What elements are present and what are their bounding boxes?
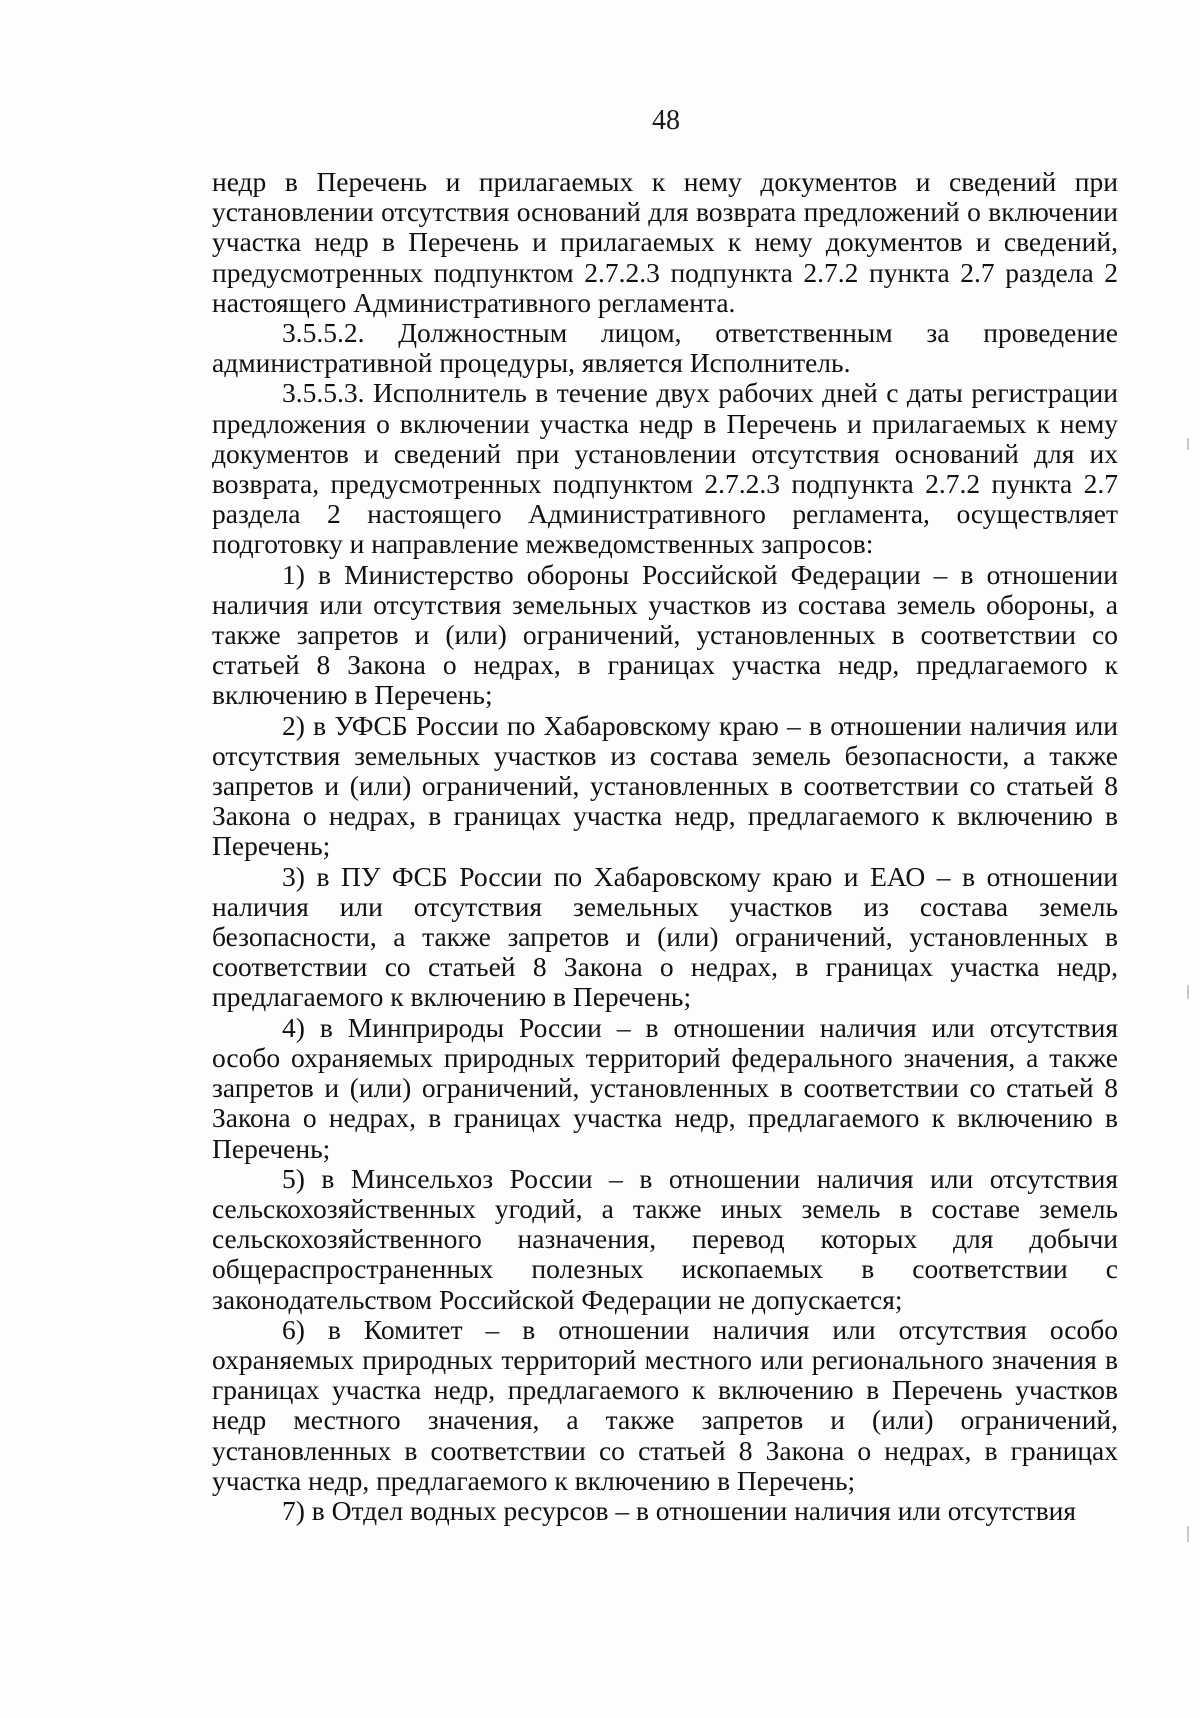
list-item-7: 7) в Отдел водных ресурсов – в отношении наличия или отсутствия bbox=[282, 1494, 1077, 1526]
list-item-4: 4) в Минприроды России – в отношении наличия или отсутствия особо охраняемых природных территорий федерального значения, а также запретов и (или) ограничений, установленных в соответствии со статьей 8 Закона о недрах, в границах участка недр, предлагаемого к включению в Перечень; bbox=[212, 1011, 1118, 1164]
scan-margin-mark bbox=[1187, 985, 1189, 999]
paragraph-continuation: недр в Перечень и прилагаемых к нему документов и сведений при установлении отсутствия оснований для возврата предложений о включении участка недр в Перечень и прилагаемых к нему документов и сведений, предусмотренных подпунктом 2.7.2.3 подпункта 2.7.2 пункта 2.7 раздела 2 настоящего Административного регламента. bbox=[212, 166, 1118, 318]
paragraph-3-5-5-3: 3.5.5.3. Исполнитель в течение двух рабочих дней с даты регистрации предложения о включении участка недр в Перечень и прилагаемых к нему документов и сведений при установлении отсутствия оснований для их возврата, предусмотренных подпунктом 2.7.2.3 подпункта 2.7.2 пункта 2.7 раздела 2 настоящего Административного регламента, осуществляет подготовку и направление межведомственных запросов: bbox=[212, 377, 1118, 560]
list-item-3: 3) в ПУ ФСБ России по Хабаровскому краю и ЕАО – в отношении наличия или отсутствия земельных участков из состава земель безопасности, а также запретов и (или) ограничений, установленных в соответствии со статьей 8 Закона о недрах, в границах участка недр, предлагаемого к включению в Перечень; bbox=[212, 860, 1118, 1013]
page-number: 48 bbox=[652, 105, 680, 136]
scan-margin-mark bbox=[1187, 438, 1189, 450]
list-item-5: 5) в Минсельхоз России – в отношении наличия или отсутствия сельскохозяйственных угодий, а также иных земель в составе земель сельскохозяйственного назначения, перевод которых для добычи общераспространенных полезных ископаемых в соответствии с законодательством Российской Федерации не допускается; bbox=[212, 1162, 1118, 1315]
document-body bbox=[212, 167, 1118, 1526]
list-item-1: 1) в Министерство обороны Российской Федерации – в отношении наличия или отсутствия земельных участков из состава земель обороны, а также запретов и (или) ограничений, установленных в соответствии со статьей 8 Закона о недрах, в границах участка недр, предлагаемого к включению в Перечень; bbox=[212, 558, 1118, 711]
scan-margin-mark bbox=[1187, 1526, 1189, 1542]
paragraph-3-5-5-2: 3.5.5.2. Должностным лицом, ответственным за проведение административной процедуры, является Исполнитель. bbox=[212, 317, 1118, 379]
list-item-6: 6) в Комитет – в отношении наличия или отсутствия особо охраняемых природных территорий местного или регионального значения в границах участка недр, предлагаемого к включению в Перечень участков недр местного значения, а также запретов и (или) ограничений, установленных в соответствии со статьей 8 Закона о недрах, в границах участка недр, предлагаемого к включению в Перечень; bbox=[212, 1313, 1118, 1496]
list-item-2: 2) в УФСБ России по Хабаровскому краю – в отношении наличия или отсутствия земельных участков из состава земель безопасности, а также запретов и (или) ограничений, установленных в соответствии со статьей 8 Закона о недрах, в границах участка недр, предлагаемого к включению в Перечень; bbox=[212, 709, 1118, 862]
